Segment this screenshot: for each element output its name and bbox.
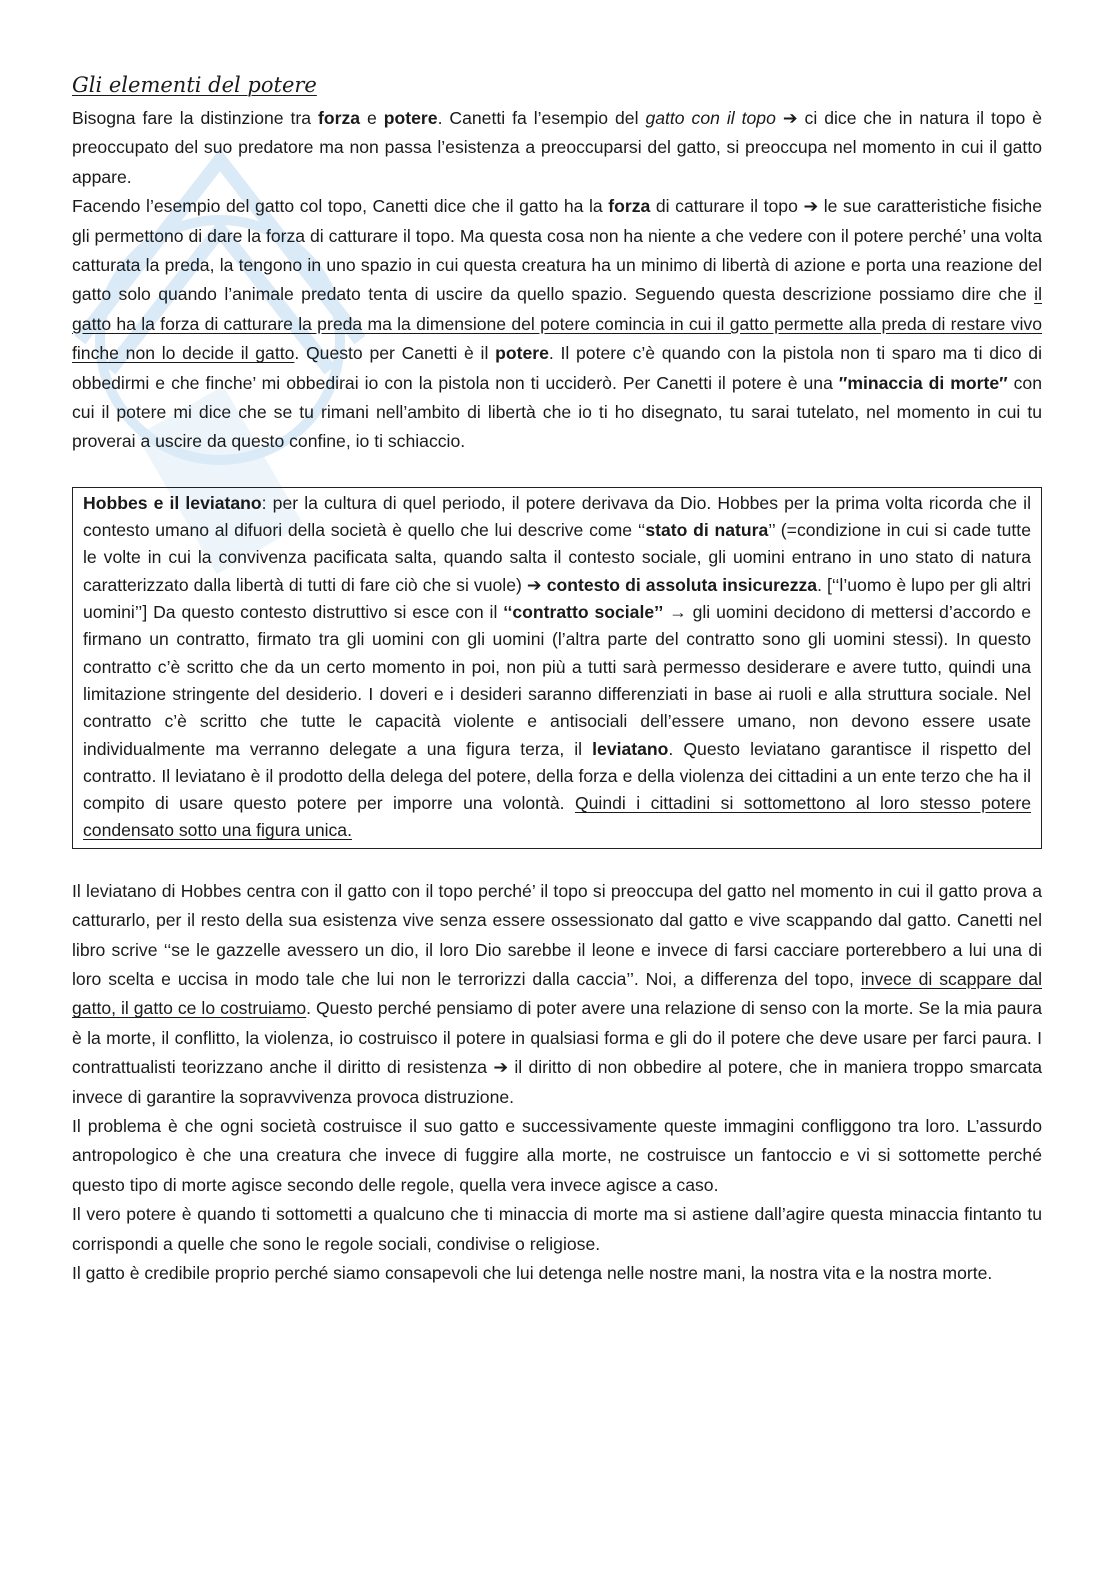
document-page xyxy=(72,70,1042,1288)
paragraph-3: Il leviatano di Hobbes centra con il gatto con il topo perché’ il topo si preoccupa del gatto nel momento in cui il gatto prova a catturarlo, per il resto della sua esistenza vive senza essere ossessionato dal gatto e vive scappando dal gatto. Canetti nel libro scrive ‘‘se le gazzelle avessero un dio, il loro Dio sarebbe il leone e invece di farsi cacciare porterebbero a lui una di loro scelta e uccisa in modo tale che lui non le terrorizzi dalla caccia’’. Noi, a differenza del topo, invece di scappare dal gatto, il gatto ce lo costruiamo. Questo perché pensiamo di poter avere una relazione di senso con la morte. Se la mia paura è la morte, il conflitto, la violenza, io costruisco il potere in qualsiasi forma e gli do il potere che deve usare per farci paura. I contrattualisti teorizzano anche il diritto di resistenza ➔ il diritto di non obbedire al potere, che in maniera troppo smarcata invece di garantire la sopravvivenza provoca distruzione. xyxy=(72,880,1042,1107)
hobbes-box xyxy=(72,487,1042,849)
hobbes-paragraph: Hobbes e il leviatano: per la cultura di quel periodo, il potere derivava da Dio. Hobbes per la prima volta ricorda che il contesto umano al difuori della società è quello che lui descrive come ‘‘stato di natura’’ (=condizione in cui si cade tutte le volte in cui la convivenza pacificata salta, quando salta il contesto sociale, gli uomini entrano in uno stato di natura caratterizzato dalla libertà di tutti di fare ciò che si vuole) ➔ contesto di assoluta insicurezza. [‘‘l’uomo è lupo per gli altri uomini’’] Da questo contesto distruttivo si esce con il ‘‘contratto sociale’’ → gli uomini decidono di mettersi d’accordo e firmano un contratto, firmato tra gli uomini con gli uomini (l’altra parte del contratto sono gli uomini stessi). In questo contratto c’è scritto che da un certo momento in poi, non più a tutti sarà permesso desiderare e avere tutto, quindi una limitazione stringente del desiderio. I doveri e i desideri saranno differenziati in base ai ruoli e alla struttura sociale. Nel contratto c’è scritto che tutte le capacità violente e antisociali dell’essere umano, non devono essere usate individualmente ma verranno delegate a una figura terza, il leviatano. Questo leviatano garantisce il rispetto del contratto. Il leviatano è il prodotto della delega del potere, della forza e della violenza dei cittadini a un ente terzo che ha il compito di usare questo potere per imporre una volontà. Quindi i cittadini si sottomettono al loro stesso potere condensato sotto una figura unica. xyxy=(83,492,1031,841)
paragraph-1: Bisogna fare la distinzione tra forza e potere. Canetti fa l’esempio del gatto con il topo ➔ ci dice che in natura il topo è preoccupato del suo predatore ma non passa l’esistenza a preoccuparsi del gatto, si preoccupa nel momento in cui il gatto appare. xyxy=(72,108,1043,187)
page-title: Gli elementi del potere xyxy=(72,73,317,97)
paragraph-6: Il gatto è credibile proprio perché siamo consapevoli che lui detenga nelle nostre mani, la nostra vita e la nostra morte. xyxy=(72,1263,993,1284)
paragraph-2: Facendo l’esempio del gatto col topo, Canetti dice che il gatto ha la forza di catturare il topo ➔ le sue caratteristiche fisiche gli permettono di dare la forza di catturare il topo. Ma questa cosa non ha niente a che vedere con il potere perché’ una volta catturata la preda, la tengono in uno spazio in cui questa creatura ha un minimo di libertà di azione e porta una reazione del gatto solo quando l’animale predato tenta di uscire da quello spazio. Seguendo questa descrizione possiamo dire che il gatto ha la forza di catturare la preda ma la dimensione del potere comincia in cui il gatto permette alla preda di restare vivo finche non lo decide il gatto. Questo per Canetti è il potere. Il potere c’è quando con la pistola non ti sparo ma ti dico di obbedirmi e che finche’ mi obbedirai io con la pistola non ti ucciderò. Per Canetti il potere è una ″minaccia di morte′′ con cui il potere mi dice che se tu rimani nell’ambito di libertà che io ti ho disegnato, tu sarai tutelato, nel momento in cui tu proverai a uscire da questo confine, io ti schiaccio. xyxy=(72,196,1042,452)
paragraph-5: Il vero potere è quando ti sottometti a qualcuno che ti minaccia di morte ma si astiene dall’agire questa minaccia fintanto tu corrispondi a quelle che sono le regole sociali, condivise o religiose. xyxy=(72,1204,1042,1254)
paragraph-4: Il problema è che ogni società costruisce il suo gatto e successivamente queste immagini confliggono tra loro. L’assurdo antropologico è che una creatura che invece di fuggire alla morte, ne costruisce un fantoccio e vi si sottomette perché questo tipo di morte agisce secondo delle regole, quella vera invece agisce a caso. xyxy=(72,1115,1042,1195)
